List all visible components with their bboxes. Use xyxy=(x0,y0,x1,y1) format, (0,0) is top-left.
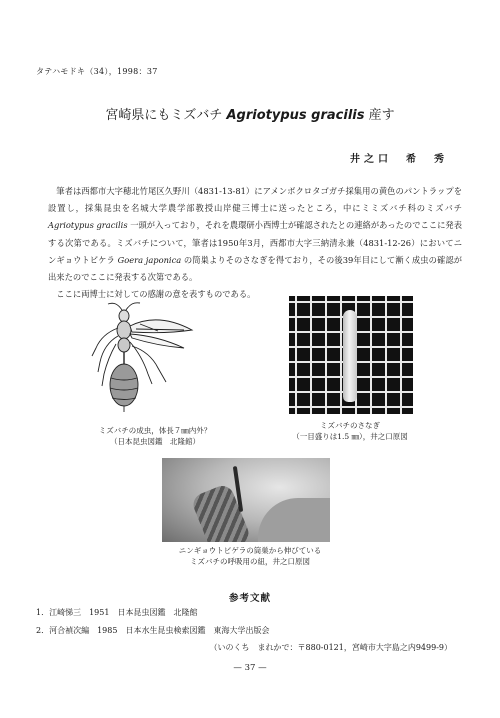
paragraph-1 xyxy=(48,183,462,286)
adult-caption xyxy=(80,425,230,447)
adult-caption-line-1: ミズバチの成虫，体長７㎜内外？ xyxy=(98,426,212,435)
case-caption-line-1: ニンギョウトビゲラの筒巣から伸びている xyxy=(178,546,322,555)
rock-shape xyxy=(258,498,330,542)
author-address: （いのくち まれかで：〒880-0121，宮崎市大字島之内9499-9） xyxy=(209,643,452,652)
reference-item-2: 2．河合禎次編 1985 日本水生昆虫検索図鑑 東海大学出版会 xyxy=(36,626,270,635)
article-body xyxy=(48,183,462,303)
p1-scientific-name: Agriotypus gracilis xyxy=(48,220,128,231)
case-photo xyxy=(162,458,330,542)
title-suffix: 産す xyxy=(364,108,395,123)
adult-wasp-illustration xyxy=(88,300,198,425)
pupa-caption-line-1: ミズバチのさなぎ xyxy=(320,421,380,430)
pupa-shape xyxy=(343,310,357,402)
title-prefix: 宮崎県にもミズバチ xyxy=(105,108,227,123)
running-head: タテハモドキ（34），1998：37 xyxy=(36,67,158,76)
adult-caption-line-2: （日本昆虫図鑑 北隆館） xyxy=(110,437,200,446)
p1-scientific-name-2: Goera japonica xyxy=(117,254,182,265)
author-name: 井之口 希 秀 xyxy=(350,154,448,165)
p1-text-a: 筆者は西都市大字穂北竹尾区久野川（4831-13-81）にアメンボクロタゴガチ採集用の黄色のパントラップを設置し，採集昆虫を名城大学農学部教授山岸健三博士に送ったところ，中にミミズバチ科のミズバチ xyxy=(48,186,462,214)
references-heading: 参考文献 xyxy=(228,593,271,604)
article-title xyxy=(0,104,500,123)
page-number: — 37 — xyxy=(233,663,267,673)
title-scientific-name: Agriotypus gracilis xyxy=(226,108,365,123)
case-shape xyxy=(190,482,252,542)
pupa-caption-line-2: （一目盛りは1.5 ㎜），井之口原図 xyxy=(292,432,408,441)
case-photo-caption xyxy=(150,545,350,567)
pupa-caption xyxy=(270,420,430,442)
case-caption-line-2: ミズバチの呼吸用の紐，井之口原図 xyxy=(190,557,310,566)
p1-text-c: の筒巣よりそのさなぎを得ており，その後39年目にして漸く成虫の確認が出来たのでここに発表する次第である。 xyxy=(48,254,463,283)
pupa-photo xyxy=(289,296,413,414)
p1-text-b: 一頭が入っており，それを農環研小西博士が確認されたとの連絡があったのでここに発表する次第である。ミズバチについて，筆者は1950年3月，西都市大字三納清永兼（4831-12-26）においてニンギョウトビケラ xyxy=(48,220,463,265)
reference-item-1: 1．江崎悌三 1951 日本昆虫図鑑 北隆館 xyxy=(36,608,198,617)
paragraph-2: ここに両博士に対しての感謝の意を表すものである。 xyxy=(56,289,256,300)
